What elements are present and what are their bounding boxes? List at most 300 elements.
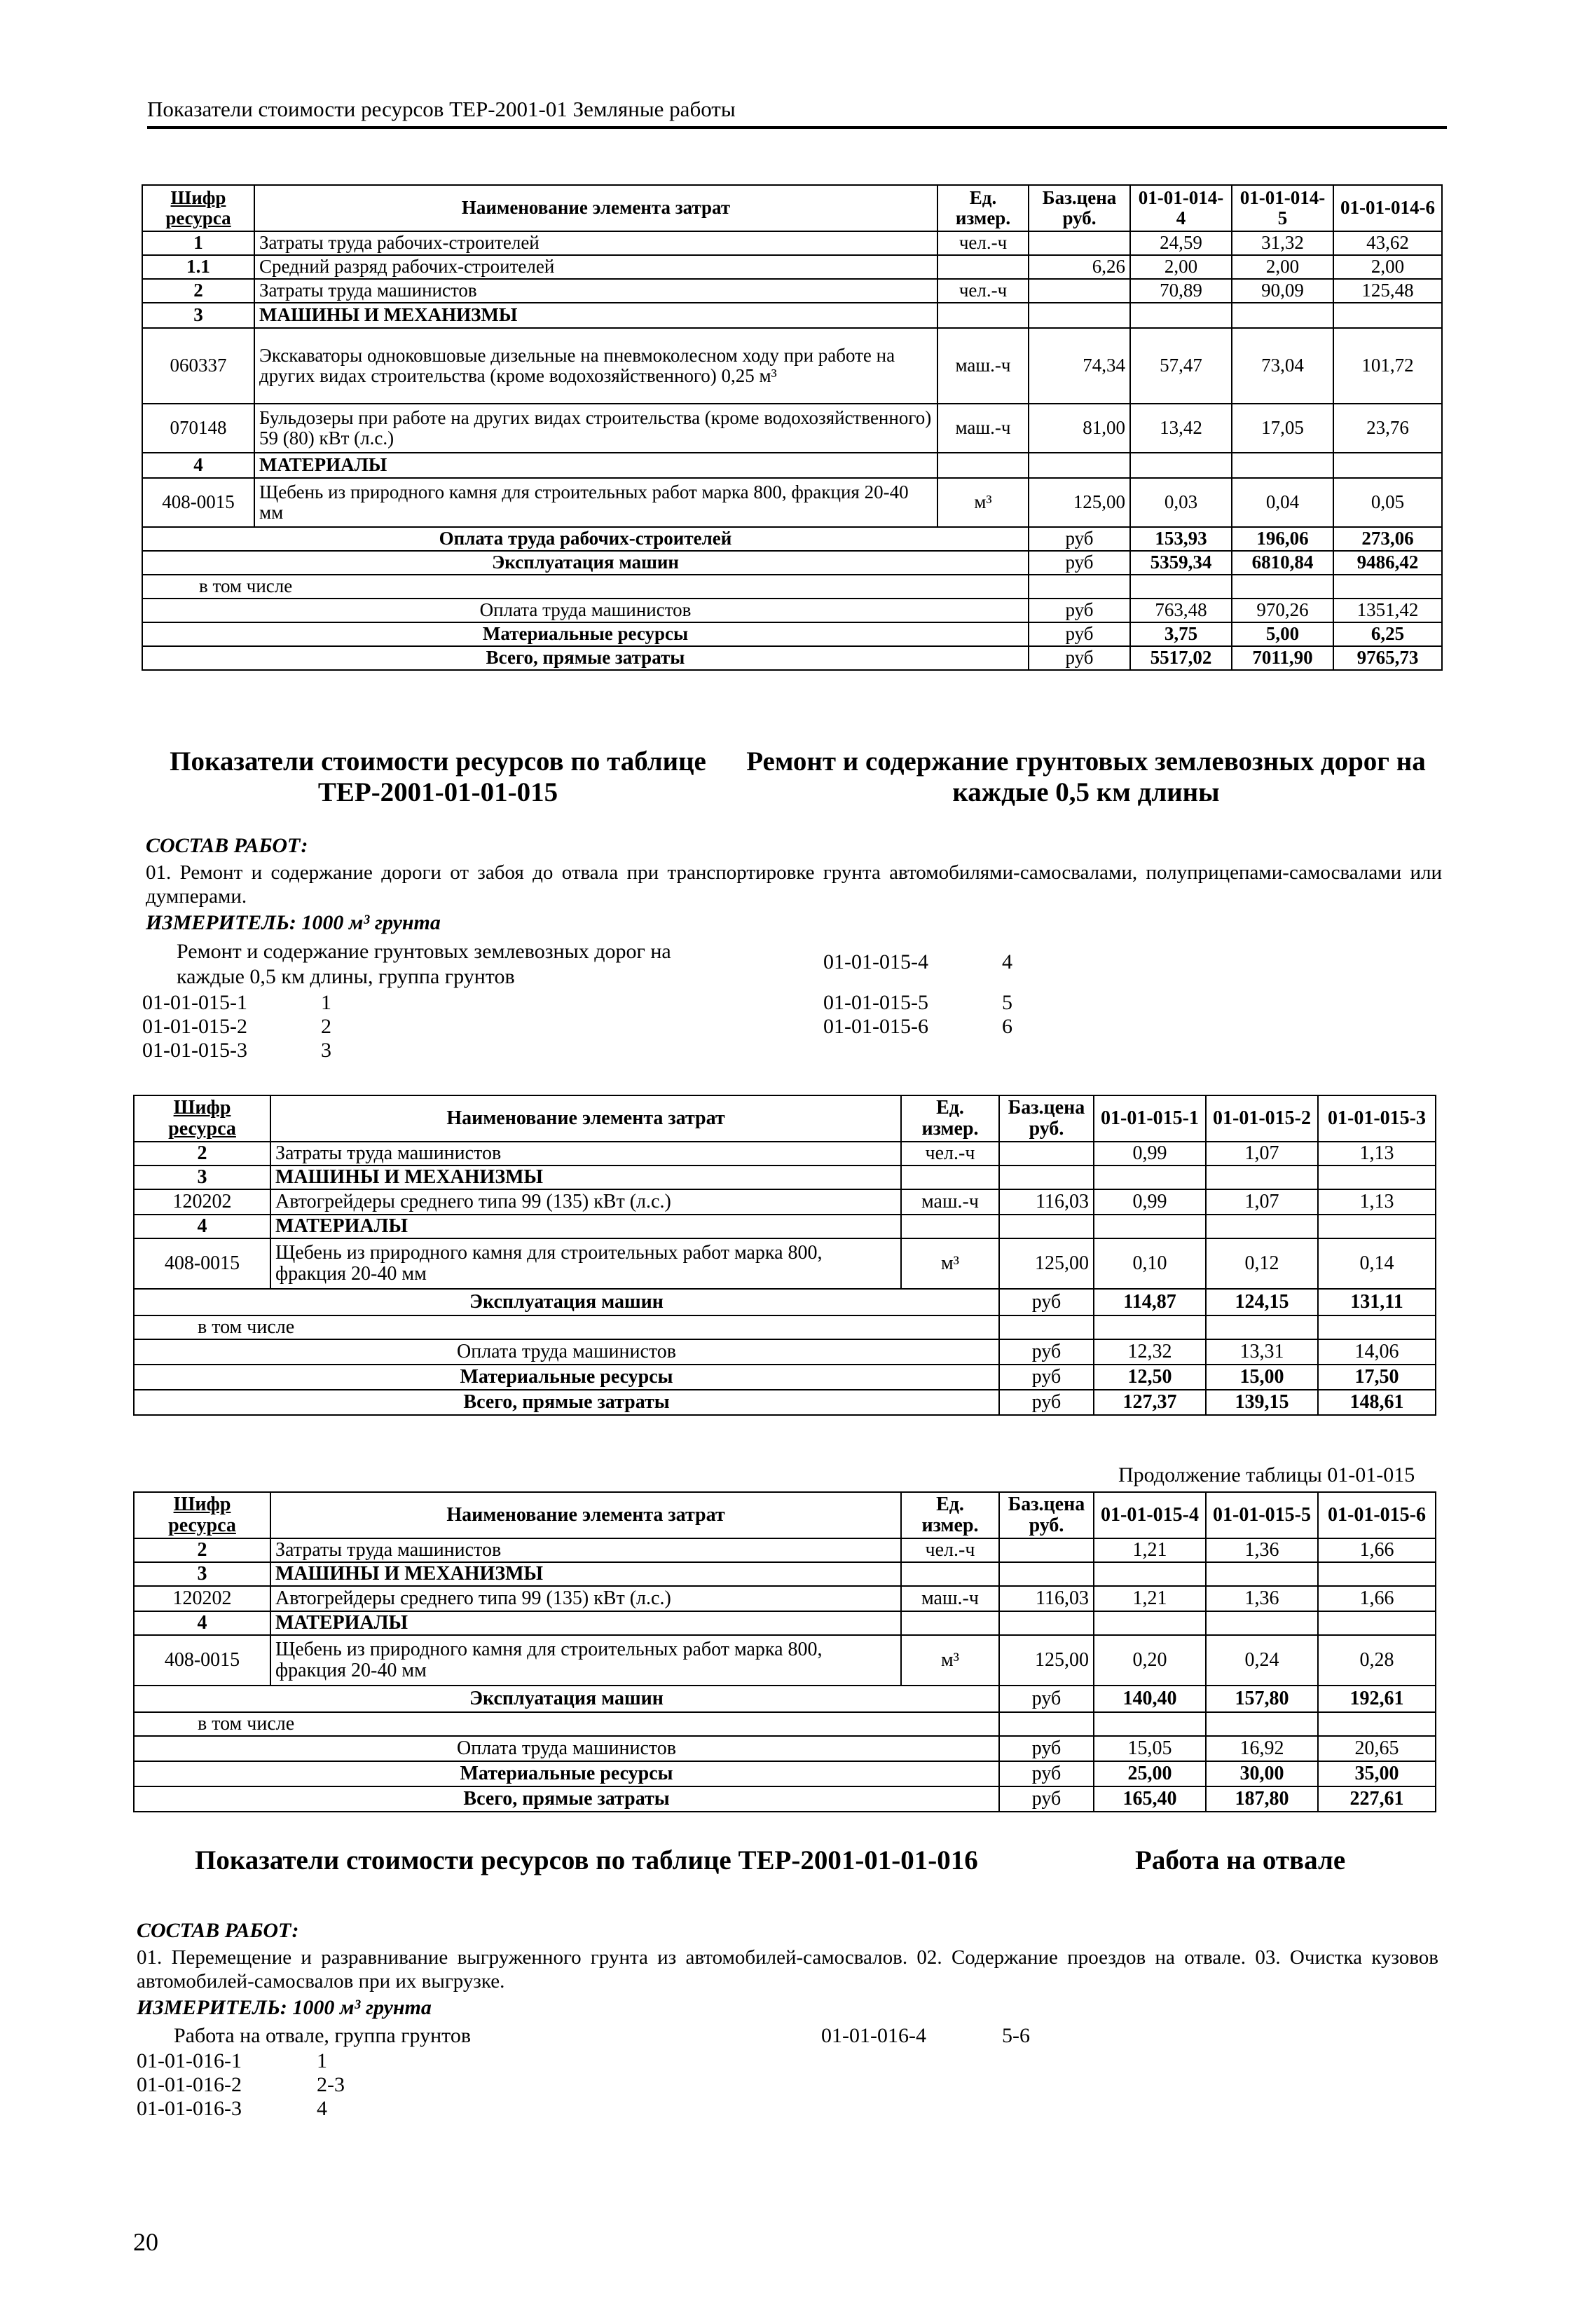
total-value: 17,50: [1318, 1365, 1436, 1390]
cell-price: [1029, 453, 1130, 478]
page-number: 20: [133, 2228, 158, 2256]
total-name: Эксплуатация машин: [142, 551, 1029, 575]
cell-value: 1,07: [1206, 1142, 1318, 1166]
total-value: 25,00: [1094, 1761, 1206, 1786]
total-row: [142, 551, 1442, 575]
legend-code: 01-01-016-4: [821, 2024, 926, 2047]
cell-value: 90,09: [1232, 279, 1333, 303]
header-code: Шифр ресурса: [134, 1492, 270, 1538]
table-row: [134, 1586, 1436, 1611]
legend-code: 01-01-015-2: [142, 1015, 247, 1038]
cell-value: 0,12: [1206, 1238, 1318, 1289]
total-name: в том числе: [134, 1712, 999, 1736]
total-value: 16,92: [1206, 1736, 1318, 1761]
total-row: [134, 1315, 1436, 1339]
total-name: Материальные ресурсы: [134, 1365, 999, 1390]
measure-label: ИЗМЕРИТЕЛЬ: 1000 м³ грунта: [137, 1996, 432, 2019]
total-value: 187,80: [1206, 1786, 1318, 1812]
cell-code: 120202: [134, 1189, 270, 1215]
total-value: [1206, 1712, 1318, 1736]
total-value: 35,00: [1318, 1761, 1436, 1786]
legend-value: 2-3: [317, 2073, 345, 2096]
cell-value: 1,66: [1318, 1538, 1436, 1562]
header-col: 01-01-015-6: [1318, 1492, 1436, 1538]
cell-value: [1206, 1562, 1318, 1586]
legend-code: 01-01-015-3: [142, 1039, 247, 1062]
total-value: 12,50: [1094, 1365, 1206, 1390]
total-name: Оплата труда машинистов: [134, 1736, 999, 1761]
total-value: [1094, 1712, 1206, 1736]
total-row: [142, 527, 1442, 551]
section-016-name: Работа на отвале: [1135, 1845, 1346, 1875]
cell-value: [1318, 1562, 1436, 1586]
total-name: Материальные ресурсы: [134, 1761, 999, 1786]
total-value: 9765,73: [1333, 646, 1442, 670]
total-row: [142, 599, 1442, 622]
table-continuation-note: Продолжение таблицы 01-01-015: [1118, 1463, 1415, 1486]
total-unit: [1029, 575, 1130, 599]
page-header: Показатели стоимости ресурсов ТЕР-2001-01 Земляные работы: [147, 97, 736, 121]
header-price: Баз.цена руб.: [1029, 185, 1130, 231]
cell-value: 0,99: [1094, 1142, 1206, 1166]
cell-price: 81,00: [1029, 404, 1130, 453]
total-row: [142, 646, 1442, 670]
header-col: 01-01-014-6: [1333, 185, 1442, 231]
legend-title: Ремонт и содержание грунтовых землевозных дорог на каждые 0,5 км длины, группа грунтов: [177, 940, 671, 988]
cell-code: 070148: [142, 404, 254, 453]
table-row: [142, 303, 1442, 328]
total-unit: руб: [1029, 527, 1130, 551]
total-row: [134, 1365, 1436, 1390]
cell-value: 70,89: [1130, 279, 1232, 303]
cell-price: 6,26: [1029, 255, 1130, 279]
cell-unit: [901, 1166, 999, 1189]
header-code: Шифр ресурса: [134, 1095, 270, 1142]
cell-value: 1,36: [1206, 1586, 1318, 1611]
work-composition-label: СОСТАВ РАБОТ:: [146, 834, 308, 857]
cell-code: 3: [142, 303, 254, 328]
total-value: 1351,42: [1333, 599, 1442, 622]
total-value: 139,15: [1206, 1390, 1318, 1415]
cell-name: Щебень из природного камня для строительных работ марка 800, фракция 20-40 мм: [270, 1635, 901, 1686]
table-row: [134, 1166, 1436, 1189]
table-header-row: [134, 1492, 1436, 1538]
resource-table-015-part1: [133, 1095, 1436, 1416]
cell-code: 408-0015: [134, 1635, 270, 1686]
total-value: 3,75: [1130, 622, 1232, 646]
cell-name: МАТЕРИАЛЫ: [254, 453, 937, 478]
cell-value: 0,99: [1094, 1189, 1206, 1215]
total-value: 153,93: [1130, 527, 1232, 551]
cell-name: Затраты труда машинистов: [254, 279, 937, 303]
total-value: 273,06: [1333, 527, 1442, 551]
cell-code: 120202: [134, 1586, 270, 1611]
legend-code: 01-01-016-2: [137, 2073, 242, 2096]
table-row: [142, 231, 1442, 255]
cell-value: [1206, 1611, 1318, 1635]
total-unit: руб: [1029, 599, 1130, 622]
header-unit: Ед. измер.: [901, 1095, 999, 1142]
total-unit: [999, 1315, 1094, 1339]
total-row: [134, 1339, 1436, 1365]
cell-name: МАШИНЫ И МЕХАНИЗМЫ: [270, 1166, 901, 1189]
total-value: 970,26: [1232, 599, 1333, 622]
cell-value: [1094, 1562, 1206, 1586]
table-row: [134, 1189, 1436, 1215]
total-value: 157,80: [1206, 1686, 1318, 1712]
resource-table-014: [142, 184, 1443, 671]
total-row: [134, 1289, 1436, 1315]
table-row: [134, 1611, 1436, 1635]
cell-value: 0,04: [1232, 478, 1333, 527]
cell-value: [1206, 1215, 1318, 1238]
total-unit: руб: [999, 1390, 1094, 1415]
cell-unit: [937, 255, 1029, 279]
cell-name: Щебень из природного камня для строительных работ марка 800, фракция 20-40 мм: [270, 1238, 901, 1289]
section-015-name: Ремонт и содержание грунтовых землевозных дорог на каждые 0,5 км длины: [746, 746, 1426, 807]
legend-value: 3: [321, 1039, 331, 1062]
cell-unit: чел.-ч: [937, 279, 1029, 303]
header-col: 01-01-014-5: [1232, 185, 1333, 231]
cell-name: Средний разряд рабочих-строителей: [254, 255, 937, 279]
header-col: 01-01-015-2: [1206, 1095, 1318, 1142]
cell-value: [1333, 303, 1442, 328]
cell-value: 0,03: [1130, 478, 1232, 527]
legend-code: 01-01-016-3: [137, 2097, 242, 2120]
total-value: [1318, 1712, 1436, 1736]
total-name: Эксплуатация машин: [134, 1686, 999, 1712]
total-unit: руб: [999, 1736, 1094, 1761]
legend-value: 1: [317, 2049, 327, 2072]
header-rule: [147, 126, 1447, 129]
cell-unit: [937, 303, 1029, 328]
cell-value: 1,66: [1318, 1586, 1436, 1611]
cell-unit: м³: [901, 1238, 999, 1289]
cell-unit: чел.-ч: [937, 231, 1029, 255]
total-value: 20,65: [1318, 1736, 1436, 1761]
cell-code: 1: [142, 231, 254, 255]
total-value: 165,40: [1094, 1786, 1206, 1812]
cell-value: 24,59: [1130, 231, 1232, 255]
total-value: 5517,02: [1130, 646, 1232, 670]
total-unit: руб: [999, 1289, 1094, 1315]
cell-code: 4: [142, 453, 254, 478]
header-col: 01-01-014-4: [1130, 185, 1232, 231]
cell-price: [999, 1166, 1094, 1189]
header-price: Баз.цена руб.: [999, 1492, 1094, 1538]
legend-code: 01-01-015-6: [823, 1015, 928, 1038]
total-row: [134, 1786, 1436, 1812]
table-row: [134, 1215, 1436, 1238]
total-value: 763,48: [1130, 599, 1232, 622]
cell-value: [1206, 1166, 1318, 1189]
total-value: [1333, 575, 1442, 599]
cell-code: 060337: [142, 328, 254, 404]
total-row: [134, 1390, 1436, 1415]
total-unit: [999, 1712, 1094, 1736]
cell-unit: [901, 1215, 999, 1238]
cell-value: 1,21: [1094, 1538, 1206, 1562]
cell-name: Щебень из природного камня для строительных работ марка 800, фракция 20-40 мм: [254, 478, 937, 527]
cell-value: [1232, 453, 1333, 478]
cell-code: 408-0015: [142, 478, 254, 527]
cell-value: [1232, 303, 1333, 328]
cell-unit: [901, 1611, 999, 1635]
table-row: [142, 478, 1442, 527]
total-unit: руб: [999, 1686, 1094, 1712]
header-unit: Ед. измер.: [937, 185, 1029, 231]
cell-price: 116,03: [999, 1586, 1094, 1611]
header-col: 01-01-015-5: [1206, 1492, 1318, 1538]
legend-value: 5-6: [1002, 2024, 1030, 2047]
header-name: Наименование элемента затрат: [270, 1095, 901, 1142]
cell-name: Экскаваторы одноковшовые дизельные на пневмоколесном ходу при работе на других видах строительства (кроме водохозяйственного) 0,25 м³: [254, 328, 937, 404]
cell-value: 17,05: [1232, 404, 1333, 453]
total-value: 15,05: [1094, 1736, 1206, 1761]
cell-name: Затраты труда рабочих-строителей: [254, 231, 937, 255]
total-unit: руб: [999, 1761, 1094, 1786]
total-value: 124,15: [1206, 1289, 1318, 1315]
table-row: [142, 255, 1442, 279]
cell-price: 125,00: [1029, 478, 1130, 527]
cell-price: 116,03: [999, 1189, 1094, 1215]
cell-unit: маш.-ч: [901, 1189, 999, 1215]
total-value: 6,25: [1333, 622, 1442, 646]
table-row: [142, 279, 1442, 303]
cell-value: [1094, 1215, 1206, 1238]
total-name: Всего, прямые затраты: [134, 1786, 999, 1812]
total-name: Оплата труда рабочих-строителей: [142, 527, 1029, 551]
cell-unit: чел.-ч: [901, 1538, 999, 1562]
header-col: 01-01-015-4: [1094, 1492, 1206, 1538]
total-value: 6810,84: [1232, 551, 1333, 575]
header-name: Наименование элемента затрат: [254, 185, 937, 231]
cell-code: 4: [134, 1611, 270, 1635]
table-row: [134, 1562, 1436, 1586]
cell-value: [1130, 453, 1232, 478]
total-name: Всего, прямые затраты: [134, 1390, 999, 1415]
cell-unit: [901, 1562, 999, 1586]
cell-name: Затраты труда машинистов: [270, 1538, 901, 1562]
cell-price: 125,00: [999, 1238, 1094, 1289]
table-row: [142, 404, 1442, 453]
cell-price: [999, 1611, 1094, 1635]
total-unit: руб: [1029, 646, 1130, 670]
cell-value: [1318, 1611, 1436, 1635]
work-composition-text: 01. Ремонт и содержание дороги от забоя до отвала при транспортировке грунта автомобилями-самосвалами, полуприцепами-самосвалами или думперами.: [146, 861, 1442, 908]
table-header-row: [142, 185, 1442, 231]
cell-value: 57,47: [1130, 328, 1232, 404]
total-row: [134, 1712, 1436, 1736]
legend-code: 01-01-015-4: [823, 950, 928, 973]
legend-value: 4: [1002, 950, 1012, 973]
cell-value: 1,21: [1094, 1586, 1206, 1611]
total-value: 15,00: [1206, 1365, 1318, 1390]
total-value: 131,11: [1318, 1289, 1436, 1315]
total-value: [1130, 575, 1232, 599]
legend-code: 01-01-015-1: [142, 991, 247, 1014]
cell-value: 43,62: [1333, 231, 1442, 255]
cell-value: [1130, 303, 1232, 328]
cell-unit: [937, 453, 1029, 478]
header-col: 01-01-015-3: [1318, 1095, 1436, 1142]
total-value: 7011,90: [1232, 646, 1333, 670]
total-value: 9486,42: [1333, 551, 1442, 575]
total-name: Материальные ресурсы: [142, 622, 1029, 646]
cell-unit: чел.-ч: [901, 1142, 999, 1166]
cell-value: 0,24: [1206, 1635, 1318, 1686]
cell-value: [1094, 1166, 1206, 1189]
cell-code: 3: [134, 1166, 270, 1189]
total-value: 127,37: [1094, 1390, 1206, 1415]
total-unit: руб: [999, 1786, 1094, 1812]
cell-value: 1,13: [1318, 1142, 1436, 1166]
cell-price: 74,34: [1029, 328, 1130, 404]
table-row: [142, 328, 1442, 404]
table-row: [142, 453, 1442, 478]
cell-name: МАШИНЫ И МЕХАНИЗМЫ: [270, 1562, 901, 1586]
total-value: [1232, 575, 1333, 599]
cell-value: 2,00: [1130, 255, 1232, 279]
cell-price: [999, 1142, 1094, 1166]
cell-value: 31,32: [1232, 231, 1333, 255]
cell-name: Автогрейдеры среднего типа 99 (135) кВт (л.с.): [270, 1586, 901, 1611]
header-code: Шифр ресурса: [142, 185, 254, 231]
cell-value: 2,00: [1232, 255, 1333, 279]
legend-value: 4: [317, 2097, 327, 2120]
cell-value: [1333, 453, 1442, 478]
cell-value: 101,72: [1333, 328, 1442, 404]
total-name: в том числе: [134, 1315, 999, 1339]
cell-name: Бульдозеры при работе на других видах строительства (кроме водохозяйственного) 59 (80) кВт (л.с.): [254, 404, 937, 453]
total-name: Оплата труда машинистов: [134, 1339, 999, 1365]
cell-value: 73,04: [1232, 328, 1333, 404]
cell-value: 125,48: [1333, 279, 1442, 303]
cell-code: 2: [142, 279, 254, 303]
cell-code: 4: [134, 1215, 270, 1238]
cell-price: [1029, 303, 1130, 328]
total-value: 13,31: [1206, 1339, 1318, 1365]
legend-code: 01-01-015-5: [823, 991, 928, 1014]
section-015-title: Показатели стоимости ресурсов по таблице ТЕР-2001-01-01-015: [170, 746, 706, 807]
cell-name: Автогрейдеры среднего типа 99 (135) кВт (л.с.): [270, 1189, 901, 1215]
cell-code: 3: [134, 1562, 270, 1586]
header-price: Баз.цена руб.: [999, 1095, 1094, 1142]
total-name: Оплата труда машинистов: [142, 599, 1029, 622]
total-value: [1094, 1315, 1206, 1339]
total-name: в том числе: [142, 575, 1029, 599]
cell-value: 1,36: [1206, 1538, 1318, 1562]
table-row: [134, 1538, 1436, 1562]
cell-name: МАТЕРИАЛЫ: [270, 1215, 901, 1238]
cell-value: 2,00: [1333, 255, 1442, 279]
resource-table-015-part2: [133, 1491, 1436, 1812]
total-value: 14,06: [1318, 1339, 1436, 1365]
cell-value: 23,76: [1333, 404, 1442, 453]
cell-code: 2: [134, 1142, 270, 1166]
total-value: 114,87: [1094, 1289, 1206, 1315]
total-value: 227,61: [1318, 1786, 1436, 1812]
total-value: 192,61: [1318, 1686, 1436, 1712]
cell-value: 0,14: [1318, 1238, 1436, 1289]
cell-value: 1,07: [1206, 1189, 1318, 1215]
cell-price: [1029, 279, 1130, 303]
cell-value: 0,28: [1318, 1635, 1436, 1686]
legend-value: 2: [321, 1015, 331, 1038]
legend-code: 01-01-016-1: [137, 2049, 242, 2072]
cell-code: 408-0015: [134, 1238, 270, 1289]
total-unit: руб: [1029, 551, 1130, 575]
total-value: 5359,34: [1130, 551, 1232, 575]
total-row: [134, 1686, 1436, 1712]
cell-unit: маш.-ч: [937, 404, 1029, 453]
total-value: [1318, 1315, 1436, 1339]
cell-price: 125,00: [999, 1635, 1094, 1686]
cell-price: [999, 1562, 1094, 1586]
total-value: 196,06: [1232, 527, 1333, 551]
cell-price: [999, 1538, 1094, 1562]
total-value: 140,40: [1094, 1686, 1206, 1712]
header-col: 01-01-015-1: [1094, 1095, 1206, 1142]
cell-unit: маш.-ч: [901, 1586, 999, 1611]
total-row: [142, 622, 1442, 646]
header-name: Наименование элемента затрат: [270, 1492, 901, 1538]
legend-value: 5: [1002, 991, 1012, 1014]
cell-name: МАШИНЫ И МЕХАНИЗМЫ: [254, 303, 937, 328]
total-unit: руб: [999, 1365, 1094, 1390]
total-value: 5,00: [1232, 622, 1333, 646]
cell-price: [999, 1215, 1094, 1238]
cell-unit: м³: [901, 1635, 999, 1686]
total-row: [142, 575, 1442, 599]
cell-code: 1.1: [142, 255, 254, 279]
total-unit: руб: [1029, 622, 1130, 646]
total-value: 30,00: [1206, 1761, 1318, 1786]
cell-value: [1318, 1166, 1436, 1189]
total-unit: руб: [999, 1339, 1094, 1365]
legend-value: 1: [321, 991, 331, 1014]
total-name: Эксплуатация машин: [134, 1289, 999, 1315]
total-row: [134, 1761, 1436, 1786]
cell-name: МАТЕРИАЛЫ: [270, 1611, 901, 1635]
total-row: [134, 1736, 1436, 1761]
cell-unit: маш.-ч: [937, 328, 1029, 404]
cell-name: Затраты труда машинистов: [270, 1142, 901, 1166]
table-header-row: [134, 1095, 1436, 1142]
header-unit: Ед. измер.: [901, 1492, 999, 1538]
section-016-title: Показатели стоимости ресурсов по таблице ТЕР-2001-01-01-016: [195, 1845, 978, 1875]
total-value: 12,32: [1094, 1339, 1206, 1365]
table-row: [134, 1238, 1436, 1289]
table-row: [134, 1635, 1436, 1686]
cell-value: 0,20: [1094, 1635, 1206, 1686]
cell-unit: м³: [937, 478, 1029, 527]
work-composition-text: 01. Перемещение и разравнивание выгруженного грунта из автомобилей-самосвалов. 02. Содержание проездов на отвале. 03. Очистка кузовов автомобилей-самосвалов при их выгрузке.: [137, 1946, 1438, 1993]
cell-value: 1,13: [1318, 1189, 1436, 1215]
cell-code: 2: [134, 1538, 270, 1562]
cell-value: [1318, 1215, 1436, 1238]
cell-value: [1094, 1611, 1206, 1635]
total-name: Всего, прямые затраты: [142, 646, 1029, 670]
cell-value: 13,42: [1130, 404, 1232, 453]
cell-value: 0,10: [1094, 1238, 1206, 1289]
table-row: [134, 1142, 1436, 1166]
cell-value: 0,05: [1333, 478, 1442, 527]
total-value: [1206, 1315, 1318, 1339]
total-value: 148,61: [1318, 1390, 1436, 1415]
measure-label: ИЗМЕРИТЕЛЬ: 1000 м³ грунта: [146, 911, 441, 934]
work-composition-label: СОСТАВ РАБОТ:: [137, 1919, 299, 1942]
